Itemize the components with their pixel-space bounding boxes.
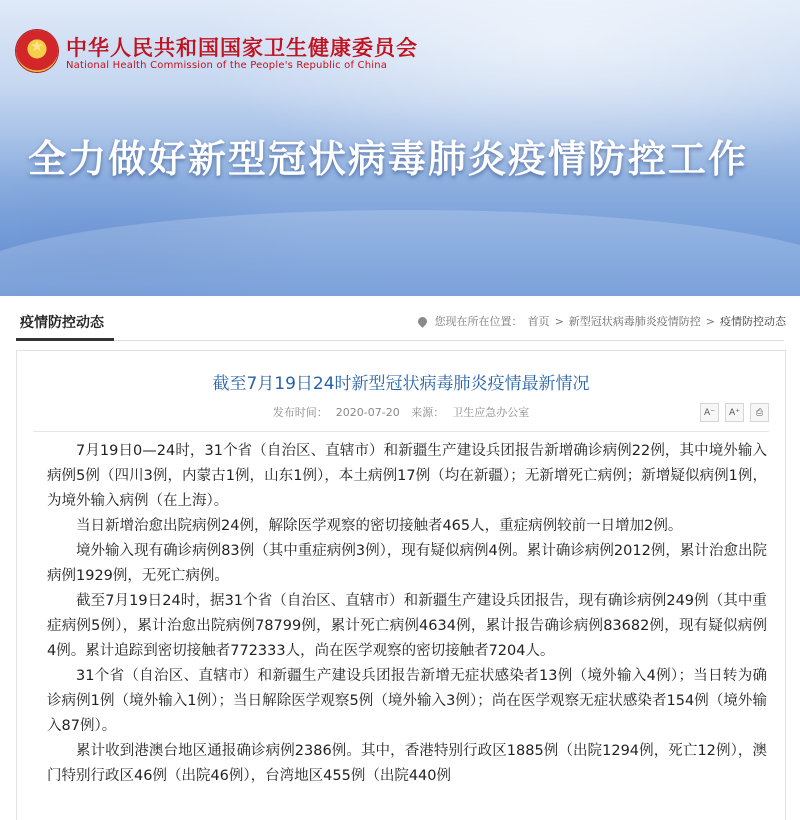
org-name-cn[interactable]: 中华人民共和国国家卫生健康委员会: [66, 36, 418, 60]
section-title: 疫情防控动态: [20, 315, 104, 331]
article-paragraph: 当日新增治愈出院病例24例，解除医学观察的密切接触者465人，重症病例较前一日增加2例。: [76, 518, 683, 534]
source-name: 卫生应急办公室: [452, 406, 530, 419]
breadcrumb-covid-link[interactable]: 新型冠状病毒肺炎疫情防控: [568, 315, 701, 328]
article-divider: [33, 431, 769, 432]
header-banner: [0, 0, 800, 296]
breadcrumb-separator: >: [705, 314, 715, 328]
banner-slogan: 全力做好新型冠状病毒肺炎疫情防控工作: [28, 137, 749, 181]
source-label: 来源：: [411, 406, 445, 419]
publish-date: 2020-07-20: [335, 406, 400, 419]
article-tools: [700, 403, 769, 422]
article-body: [47, 439, 767, 789]
bottom-fade-overlay: [17, 790, 785, 820]
article-paragraph: 7月19日0—24时，31个省（自治区、直辖市）和新疆生产建设兵团报告新增确诊病例22例，其中境外输入病例5例（四川3例，内蒙古1例，山东1例），本土病例17例（均在新疆）；无新增死亡病例；新增疑似病例1例，为境外输入病例（在上海）。: [47, 443, 767, 509]
article-paragraph: 截至7月19日24时，据31个省（自治区、直辖市）和新疆生产建设兵团报告，现有确诊病例249例（其中重症病例5例），累计治愈出院病例78799例，累计死亡病例4634例，累计报告确诊病例83682例，现有疑似病例4例。累计追踪到密切接触者772333人，尚在医学观察的密切接触者7204人。: [47, 593, 767, 659]
section-title-underline: [16, 338, 114, 341]
banner-decoration: [0, 210, 800, 296]
font-decrease-button[interactable]: A⁻: [700, 403, 719, 422]
article-paragraph: 境外输入现有确诊病例83例（其中重症病例3例），现有疑似病例4例。累计确诊病例2012例，累计治愈出院病例1929例，无死亡病例。: [47, 543, 767, 584]
org-name-en[interactable]: National Health Commission of the People's Republic of China: [66, 60, 388, 71]
article-panel: [16, 350, 786, 820]
location-pin-icon: [416, 315, 429, 328]
section-divider: [16, 340, 784, 341]
national-emblem-icon[interactable]: [16, 30, 58, 72]
font-increase-button[interactable]: A⁺: [725, 403, 744, 422]
breadcrumb-home-link[interactable]: 首页: [527, 315, 550, 328]
breadcrumb-current[interactable]: 疫情防控动态: [720, 315, 786, 328]
breadcrumb: [418, 313, 786, 329]
article-paragraph: 累计收到港澳台地区通报确诊病例2386例。其中，香港特别行政区1885例（出院1294例，死亡12例），澳门特别行政区46例（出院46例），台湾地区455例（出院440例: [47, 743, 767, 784]
article-title: 截至7月19日24时新型冠状病毒肺炎疫情最新情况: [212, 374, 590, 394]
print-icon[interactable]: ⎙: [750, 403, 769, 422]
breadcrumb-separator: >: [554, 314, 564, 328]
article-paragraph: 31个省（自治区、直辖市）和新疆生产建设兵团报告新增无症状感染者13例（境外输入4例）；当日转为确诊病例1例（境外输入1例）；当日解除医学观察5例（境外输入3例）；尚在医学观察无症状感染者154例（境外输入87例）。: [47, 668, 767, 734]
breadcrumb-prefix: 您现在所在位置：: [434, 315, 523, 328]
article-meta: [17, 404, 785, 420]
publish-label: 发布时间：: [272, 406, 328, 419]
